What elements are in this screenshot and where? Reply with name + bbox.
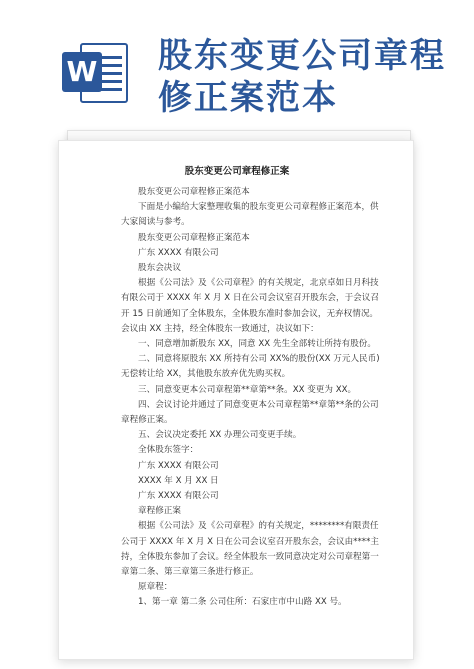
banner-title-line1: 股东变更公司章程 [158,36,446,76]
paragraph: 章程修正案 [138,506,181,517]
paragraph: 股东变更公司章程修正案范本 [138,187,250,197]
paragraph: 一、同意增加新股东 XX，同意 XX 先生全部转让所持有股份。 [138,339,376,350]
paragraph: 五、会议决定委托 XX 办理公司变更手续。 [138,430,302,441]
paragraph: 原章程： [138,582,173,593]
word-icon: W [62,40,130,106]
paragraph: 根据《公司法》及《公司章程》的有关规定，北京卓如日月科技有限公司于 XXXX 年 X 月 X 日在公司会议室召开股东会，于会议召开 15 日前通知了全体股东，全体股东准时参加会议，无弃权情况。会议由 XX 主持，经全体股东一致通过，决议如下： [121,278,379,334]
paragraph: XXXX 年 X 月 XX 日 [138,475,219,486]
paragraph: 全体股东签字： [138,445,199,456]
banner-title-line2: 修正案范本 [158,78,338,118]
paragraph: 二、同意将原股东 XX 所持有公司 XX%的股份(XX 万元人民币)无偿转让给 XX，其他股东放弃优先购买权。 [121,354,380,380]
paragraph: 三、同意变更本公司章程第**章第**条。XX 变更为 XX。 [138,384,357,395]
paragraph: 1、第一章 第二条 公司住所：石家庄市中山路 XX 号。 [138,597,347,608]
paragraph: 根据《公司法》及《公司章程》的有关规定，********有限责任公司于 XXXX 年 X 月 X 日在公司会议室召开股东会，会议由****主持，全体股东参加了会议。经全体股东一致同意决定对公司章程第一章第二条、第三章第三条进行修正。 [121,521,379,578]
paragraph: 四、会议讨论并通过了同意变更本公司章程第**章第**条的公司章程修正案。 [121,399,379,426]
paragraph: 广东 XXXX 有限公司 [138,460,219,471]
paragraph: 下面是小编给大家整理收集的股东变更公司章程修正案范本，供大家阅读与参考。 [121,202,379,228]
paragraph: 广东 XXXX 有限公司 [138,491,219,502]
paragraph: 股东变更公司章程修正案范本 [138,232,250,243]
header-banner [0,0,474,150]
document-page [58,140,414,660]
paragraph: 股东会决议 [138,263,181,274]
paragraph: 广东 XXXX 有限公司 [138,247,219,258]
document-title: 股东变更公司章程修正案 [184,166,290,177]
document-body [121,185,383,611]
